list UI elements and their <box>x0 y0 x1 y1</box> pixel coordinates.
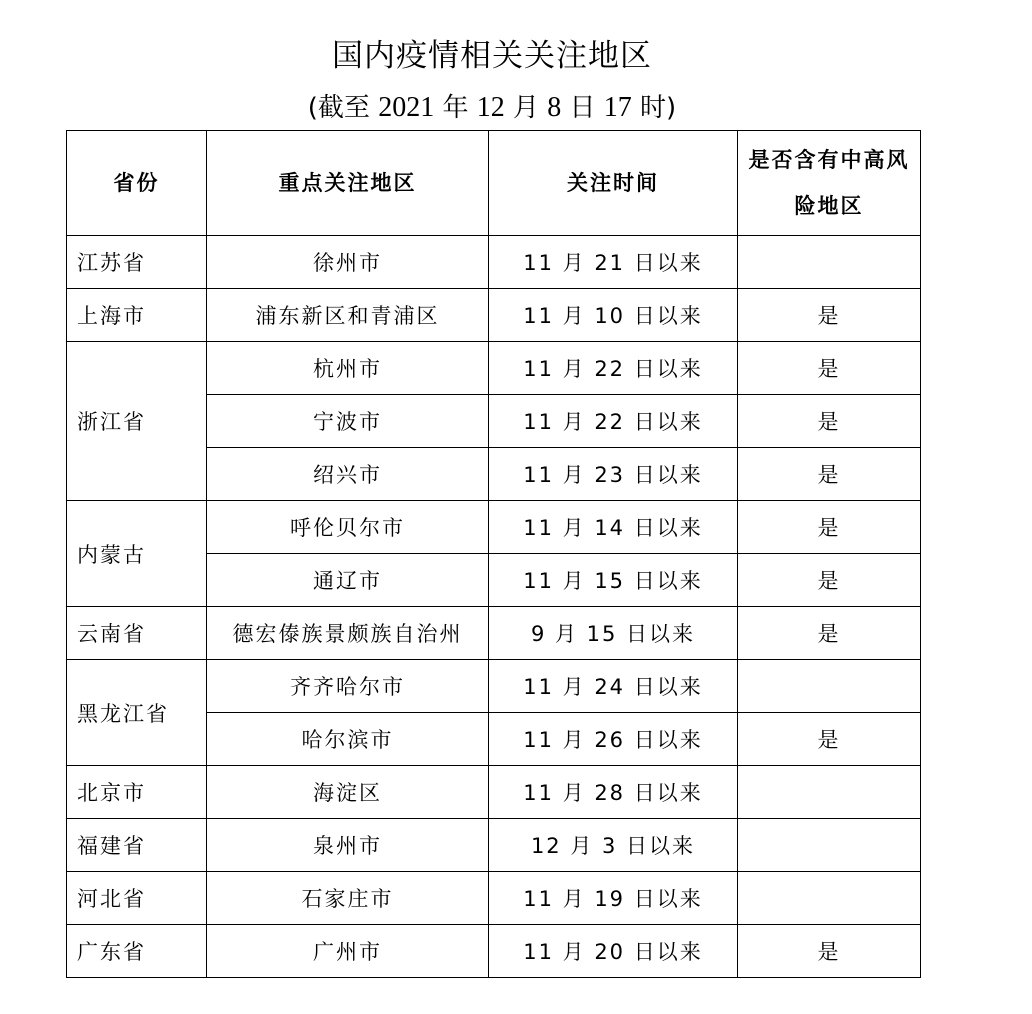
cell-area: 齐齐哈尔市 <box>207 660 489 713</box>
cell-time: 11 月 24 日以来 <box>489 660 738 713</box>
cell-province: 广东省 <box>67 925 207 978</box>
header-risk: 是否含有中高风险地区 <box>738 131 921 236</box>
table-row <box>67 660 921 713</box>
subtitle-hour: 17 <box>603 92 632 123</box>
cell-risk: 是 <box>738 713 921 766</box>
table-row <box>67 342 921 395</box>
cell-risk: 是 <box>738 395 921 448</box>
page-subtitle <box>0 88 984 128</box>
cell-province: 河北省 <box>67 872 207 925</box>
table-row <box>67 872 921 925</box>
cell-area: 徐州市 <box>207 236 489 289</box>
cell-province: 上海市 <box>67 289 207 342</box>
cell-risk <box>738 819 921 872</box>
cell-time: 11 月 19 日以来 <box>489 872 738 925</box>
cell-time: 11 月 20 日以来 <box>489 925 738 978</box>
header-time: 关注时间 <box>489 131 738 236</box>
cell-risk <box>738 660 921 713</box>
cell-area: 呼伦贝尔市 <box>207 501 489 554</box>
cell-time: 11 月 10 日以来 <box>489 289 738 342</box>
cell-area: 石家庄市 <box>207 872 489 925</box>
cell-area: 通辽市 <box>207 554 489 607</box>
cell-time: 11 月 21 日以来 <box>489 236 738 289</box>
cell-area: 浦东新区和青浦区 <box>207 289 489 342</box>
header-province: 省份 <box>67 131 207 236</box>
cell-risk: 是 <box>738 607 921 660</box>
cell-risk <box>738 236 921 289</box>
subtitle-year: 2021 <box>378 92 435 123</box>
cell-risk: 是 <box>738 554 921 607</box>
cell-risk <box>738 872 921 925</box>
subtitle-day-unit: 日 <box>561 93 604 123</box>
cell-area: 哈尔滨市 <box>207 713 489 766</box>
cell-province: 福建省 <box>67 819 207 872</box>
cell-province: 浙江省 <box>67 342 207 501</box>
cell-area: 海淀区 <box>207 766 489 819</box>
cell-province: 黑龙江省 <box>67 660 207 766</box>
cell-time: 11 月 22 日以来 <box>489 342 738 395</box>
subtitle-day: 8 <box>547 92 562 123</box>
cell-risk: 是 <box>738 342 921 395</box>
cell-time: 11 月 23 日以来 <box>489 448 738 501</box>
cell-risk: 是 <box>738 448 921 501</box>
cell-time: 11 月 26 日以来 <box>489 713 738 766</box>
cell-area: 广州市 <box>207 925 489 978</box>
table-row <box>67 607 921 660</box>
table-row <box>67 289 921 342</box>
attention-areas-table <box>66 130 921 978</box>
cell-province: 云南省 <box>67 607 207 660</box>
cell-area: 泉州市 <box>207 819 489 872</box>
cell-area: 杭州市 <box>207 342 489 395</box>
cell-area: 德宏傣族景颇族自治州 <box>207 607 489 660</box>
cell-time: 11 月 22 日以来 <box>489 395 738 448</box>
table-row <box>67 766 921 819</box>
subtitle-year-unit: 年 <box>434 93 477 123</box>
page-title: 国内疫情相关关注地区 <box>332 38 652 74</box>
table-row <box>67 236 921 289</box>
cell-area: 绍兴市 <box>207 448 489 501</box>
table-header-row <box>67 131 921 236</box>
table-row <box>67 819 921 872</box>
cell-province: 北京市 <box>67 766 207 819</box>
cell-time: 11 月 28 日以来 <box>489 766 738 819</box>
cell-time: 11 月 14 日以来 <box>489 501 738 554</box>
cell-area: 宁波市 <box>207 395 489 448</box>
cell-risk <box>738 766 921 819</box>
cell-risk: 是 <box>738 925 921 978</box>
subtitle-hour-unit: 时) <box>631 93 677 123</box>
cell-time: 11 月 15 日以来 <box>489 554 738 607</box>
subtitle-month-unit: 月 <box>504 93 548 123</box>
cell-province: 江苏省 <box>67 236 207 289</box>
table-row <box>67 501 921 554</box>
cell-risk: 是 <box>738 501 921 554</box>
cell-time: 9 月 15 日以来 <box>489 607 738 660</box>
cell-risk: 是 <box>738 289 921 342</box>
cell-time: 12 月 3 日以来 <box>489 819 738 872</box>
cell-province: 内蒙古 <box>67 501 207 607</box>
subtitle-open: (截至 <box>307 93 379 123</box>
subtitle-month: 12 <box>476 92 505 123</box>
table-row <box>67 925 921 978</box>
header-area: 重点关注地区 <box>207 131 489 236</box>
